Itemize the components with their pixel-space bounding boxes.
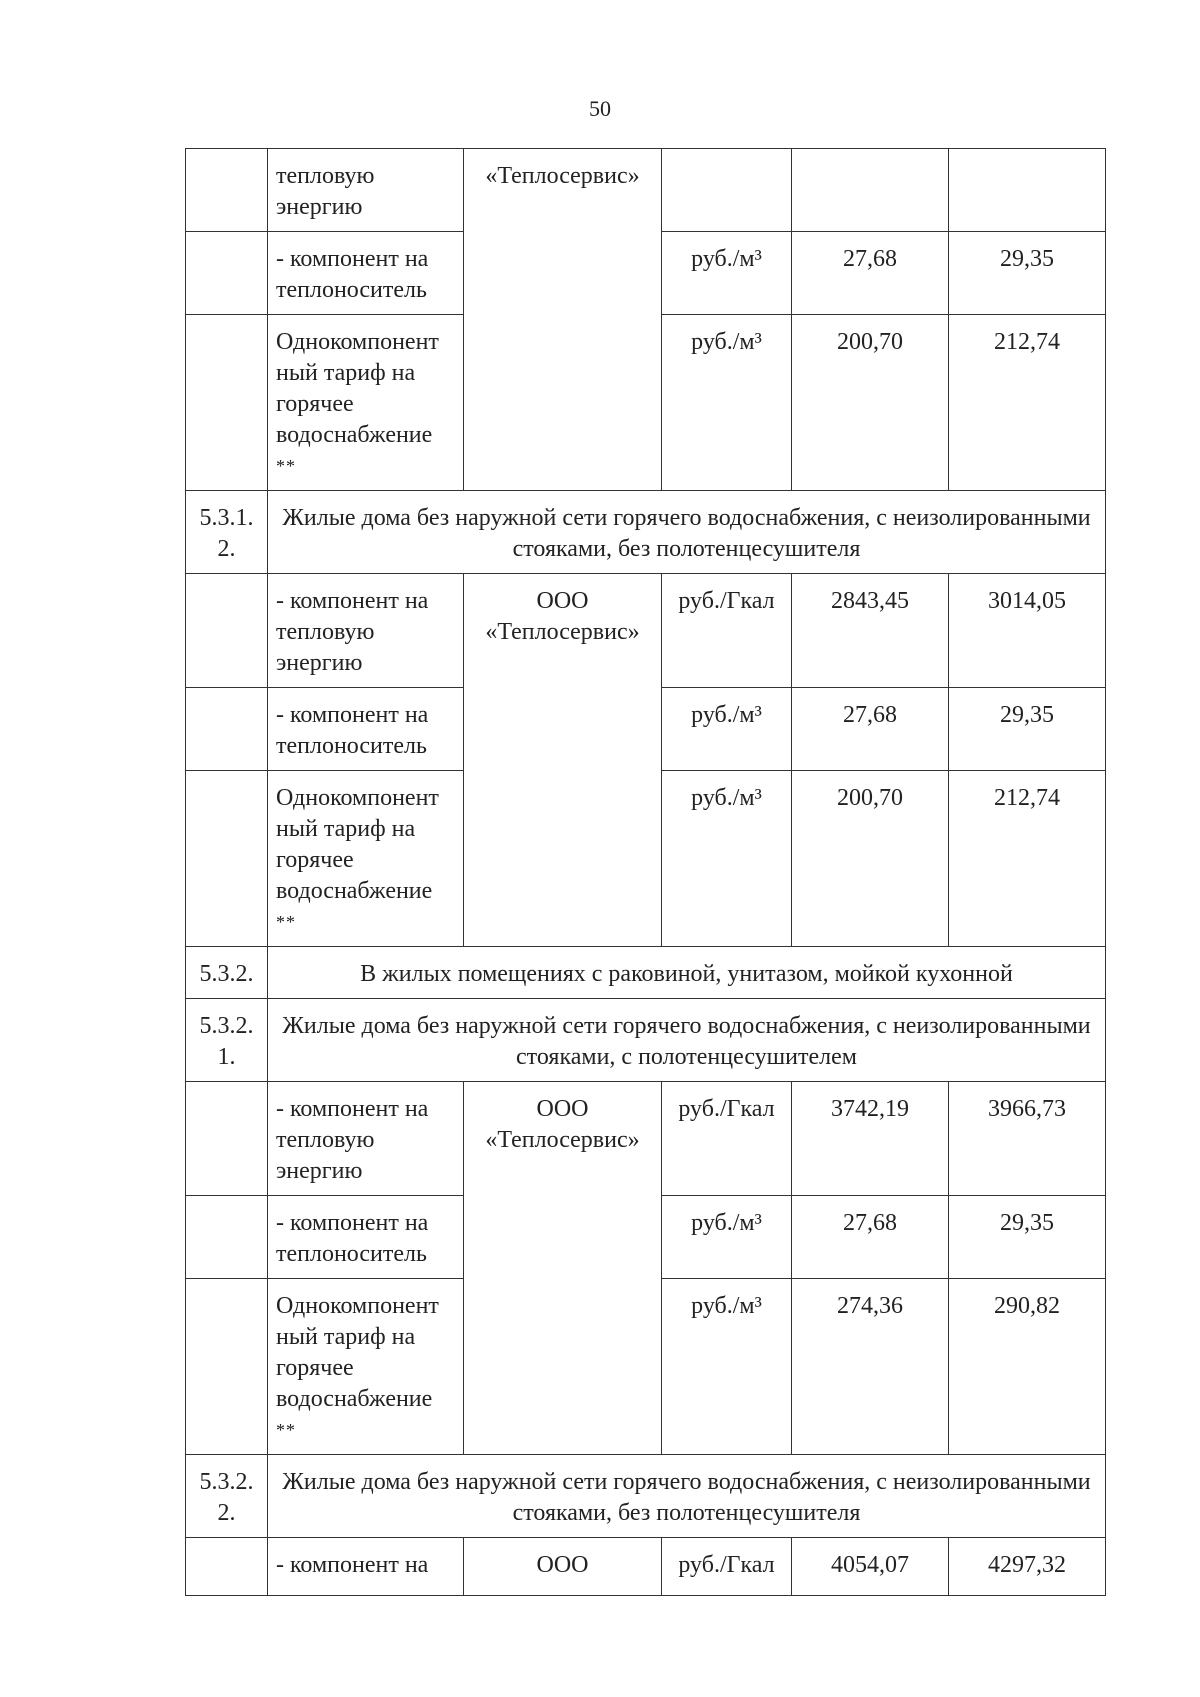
value-period-2: 212,74: [949, 771, 1106, 947]
value-period-1: 27,68: [792, 688, 949, 771]
section-number: 5.3.2.: [186, 947, 268, 999]
section-title: Жилые дома без наружной сети горячего водоснабжения, с неизолированными стояками, без полотенцесушителя: [268, 1455, 1106, 1538]
footnote-marker: **: [276, 912, 296, 932]
tariff-table: [185, 148, 1106, 1596]
table-row: [186, 1082, 1106, 1196]
row-number: [186, 1082, 268, 1196]
value-period-1: 4054,07: [792, 1538, 949, 1596]
unit: руб./Гкал: [662, 1538, 792, 1596]
section-number: 5.3.1. 2.: [186, 491, 268, 574]
section-number: 5.3.2. 1.: [186, 999, 268, 1082]
tariff-component: - компонент на теплоноситель: [268, 1196, 464, 1279]
section-row: [186, 491, 1106, 574]
section-row: [186, 1455, 1106, 1538]
unit: руб./м³: [662, 771, 792, 947]
page-number: 50: [589, 96, 611, 121]
footnote-marker: **: [276, 1420, 296, 1440]
row-number: [186, 232, 268, 315]
row-number: [186, 315, 268, 491]
section-row: [186, 999, 1106, 1082]
organization: ООО «Теплосервис»: [464, 1082, 662, 1455]
footnote-marker: **: [276, 456, 296, 476]
value-period-2: [949, 149, 1106, 232]
tariff-component-label: Однокомпонент ный тариф на горячее водоснабжение: [276, 785, 439, 904]
unit: руб./м³: [662, 1196, 792, 1279]
value-period-2: 290,82: [949, 1279, 1106, 1455]
tariff-component: - компонент на тепловую энергию: [268, 574, 464, 688]
value-period-2: 4297,32: [949, 1538, 1106, 1596]
tariff-component: - компонент на теплоноситель: [268, 688, 464, 771]
tariff-component: тепловую энергию: [268, 149, 464, 232]
value-period-1: 200,70: [792, 315, 949, 491]
section-title: В жилых помещениях с раковиной, унитазом, мойкой кухонной: [268, 947, 1106, 999]
unit: руб./м³: [662, 315, 792, 491]
tariff-component: [268, 1279, 464, 1455]
tariff-component-label: Однокомпонент ный тариф на горячее водоснабжение: [276, 329, 439, 448]
unit: руб./м³: [662, 232, 792, 315]
value-period-2: 3014,05: [949, 574, 1106, 688]
value-period-2: 29,35: [949, 1196, 1106, 1279]
table-row: [186, 1538, 1106, 1596]
tariff-component: [268, 315, 464, 491]
table-row: [186, 574, 1106, 688]
tariff-component: - компонент на тепловую энергию: [268, 1082, 464, 1196]
value-period-2: 29,35: [949, 688, 1106, 771]
organization: ООО «Теплосервис»: [464, 574, 662, 947]
organization: ООО: [464, 1538, 662, 1596]
unit: руб./Гкал: [662, 574, 792, 688]
row-number: [186, 1538, 268, 1596]
tariff-component: - компонент на: [268, 1538, 464, 1596]
tariff-component: - компонент на теплоноситель: [268, 232, 464, 315]
section-title: Жилые дома без наружной сети горячего водоснабжения, с неизолированными стояками, без полотенцесушителя: [268, 491, 1106, 574]
section-title: Жилые дома без наружной сети горячего водоснабжения, с неизолированными стояками, с полотенцесушителем: [268, 999, 1106, 1082]
value-period-1: [792, 149, 949, 232]
value-period-1: 27,68: [792, 232, 949, 315]
section-row: [186, 947, 1106, 999]
row-number: [186, 574, 268, 688]
row-number: [186, 1196, 268, 1279]
unit: руб./м³: [662, 1279, 792, 1455]
value-period-2: 212,74: [949, 315, 1106, 491]
value-period-2: 29,35: [949, 232, 1106, 315]
value-period-1: 274,36: [792, 1279, 949, 1455]
organization: «Теплосервис»: [464, 149, 662, 491]
row-number: [186, 688, 268, 771]
unit: руб./м³: [662, 688, 792, 771]
row-number: [186, 149, 268, 232]
unit: [662, 149, 792, 232]
value-period-1: 3742,19: [792, 1082, 949, 1196]
tariff-component: [268, 771, 464, 947]
unit: руб./Гкал: [662, 1082, 792, 1196]
section-number: 5.3.2. 2.: [186, 1455, 268, 1538]
value-period-1: 27,68: [792, 1196, 949, 1279]
row-number: [186, 771, 268, 947]
row-number: [186, 1279, 268, 1455]
value-period-1: 200,70: [792, 771, 949, 947]
table-row: [186, 149, 1106, 232]
value-period-2: 3966,73: [949, 1082, 1106, 1196]
value-period-1: 2843,45: [792, 574, 949, 688]
tariff-component-label: Однокомпонент ный тариф на горячее водоснабжение: [276, 1293, 439, 1412]
